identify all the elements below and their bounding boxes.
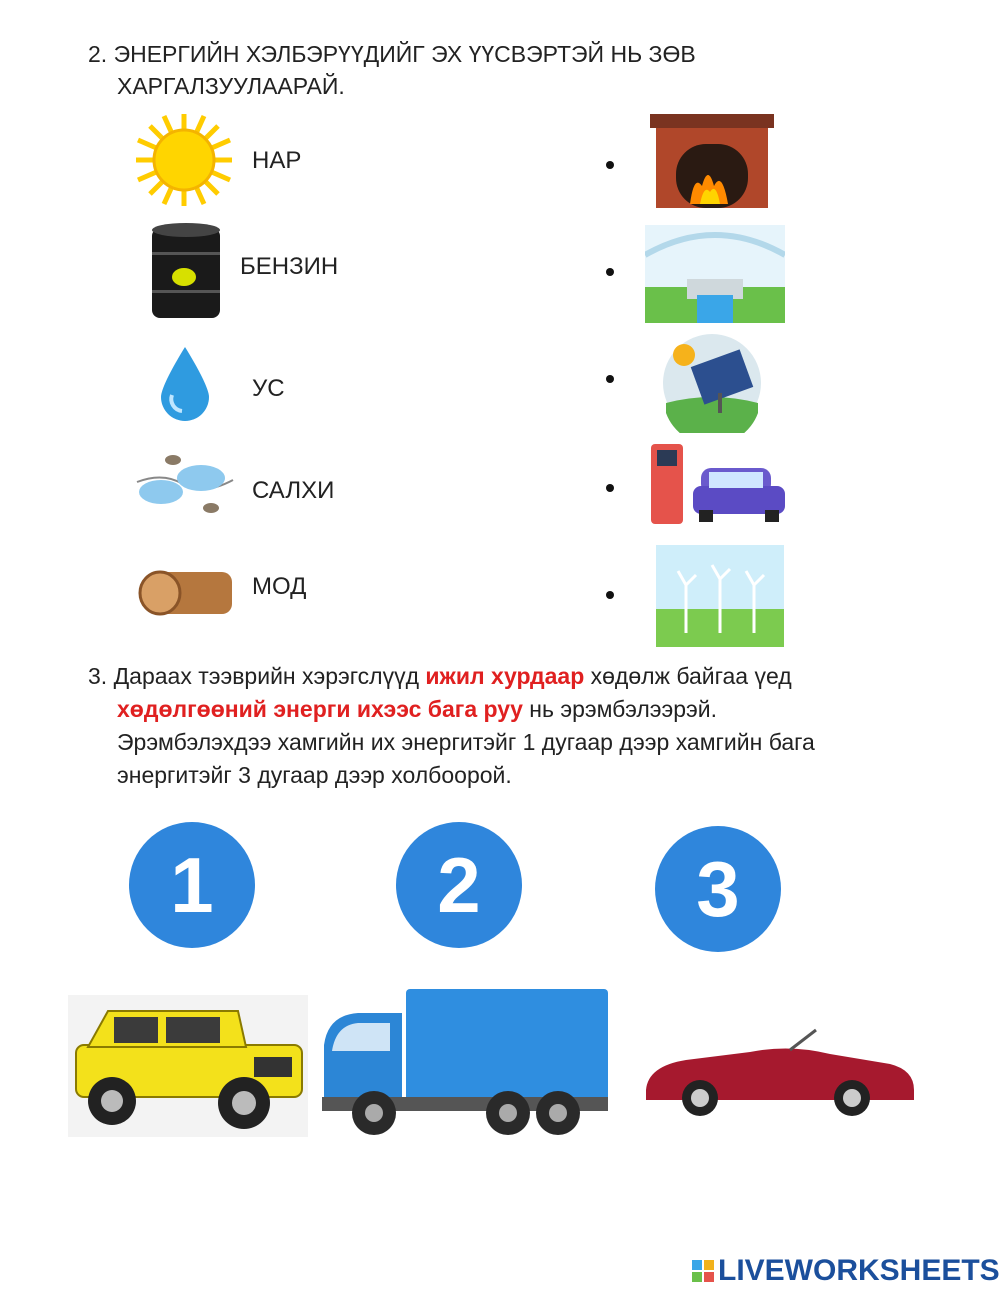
oil-barrel-icon (150, 222, 222, 327)
logo-grid-icon (692, 1260, 714, 1282)
number-circle-2[interactable]: 2 (396, 822, 522, 948)
source-label-wood: МОД (252, 573, 307, 600)
q2-title-line2: ХАРГАЛЗУУЛААРАЙ. (117, 73, 345, 99)
q3-line2 (117, 693, 717, 726)
q3-line4: энергитэйг 3 дугаар дээр холбоорой. (117, 762, 512, 788)
hydro-dam-icon[interactable] (645, 225, 785, 328)
brand-name: LIVEWORKSHEETS (718, 1254, 1000, 1287)
water-drop-icon (158, 345, 212, 428)
q3-highlight-same-speed: ижил хурдаар (425, 663, 585, 689)
wind-turbines-icon[interactable] (656, 545, 784, 652)
match-dot-1[interactable] (606, 161, 614, 169)
source-label-wind: САЛХИ (252, 477, 335, 504)
truck-icon[interactable] (318, 985, 610, 1146)
match-dot-5[interactable] (606, 591, 614, 599)
q3-line3: Эрэмбэлэхдээ хамгийн их энергитэйг 1 дугаар дээр хамгийн бага (117, 729, 815, 755)
wood-log-icon (136, 568, 236, 623)
q3-line1-start: 3. Дараах тээврийн хэрэгслүүд (88, 663, 426, 689)
source-label-water: УС (252, 375, 285, 402)
q3-line1-end: хөдөлж байгаа үед (584, 663, 792, 689)
jeep-icon[interactable] (68, 995, 308, 1137)
gas-station-car-icon[interactable] (645, 440, 789, 535)
q3-line1 (88, 660, 792, 693)
q3-highlight-energy-order: хөдөлгөөний энерги ихээс бага руу (117, 696, 523, 722)
sun-icon (134, 112, 234, 213)
wind-icon (133, 452, 237, 523)
match-dot-4[interactable] (606, 484, 614, 492)
source-label-gasoline: БЕНЗИН (240, 253, 339, 280)
solar-panel-icon[interactable] (662, 333, 762, 438)
source-label-sun: НАР (252, 147, 302, 174)
q2-title-line1: 2. ЭНЕРГИЙН ХЭЛБЭРҮҮДИЙГ ЭХ ҮҮСВЭРТЭЙ НЬ ЗӨВ (88, 41, 696, 67)
sports-car-icon[interactable] (640, 1020, 918, 1121)
number-circle-3[interactable]: 3 (655, 826, 781, 952)
liveworksheets-logo (692, 1254, 1000, 1288)
match-dot-2[interactable] (606, 268, 614, 276)
number-circle-1[interactable]: 1 (129, 822, 255, 948)
q3-line2-end: нь эрэмбэлээрэй. (522, 696, 717, 722)
fireplace-icon[interactable] (650, 114, 774, 215)
match-dot-3[interactable] (606, 375, 614, 383)
